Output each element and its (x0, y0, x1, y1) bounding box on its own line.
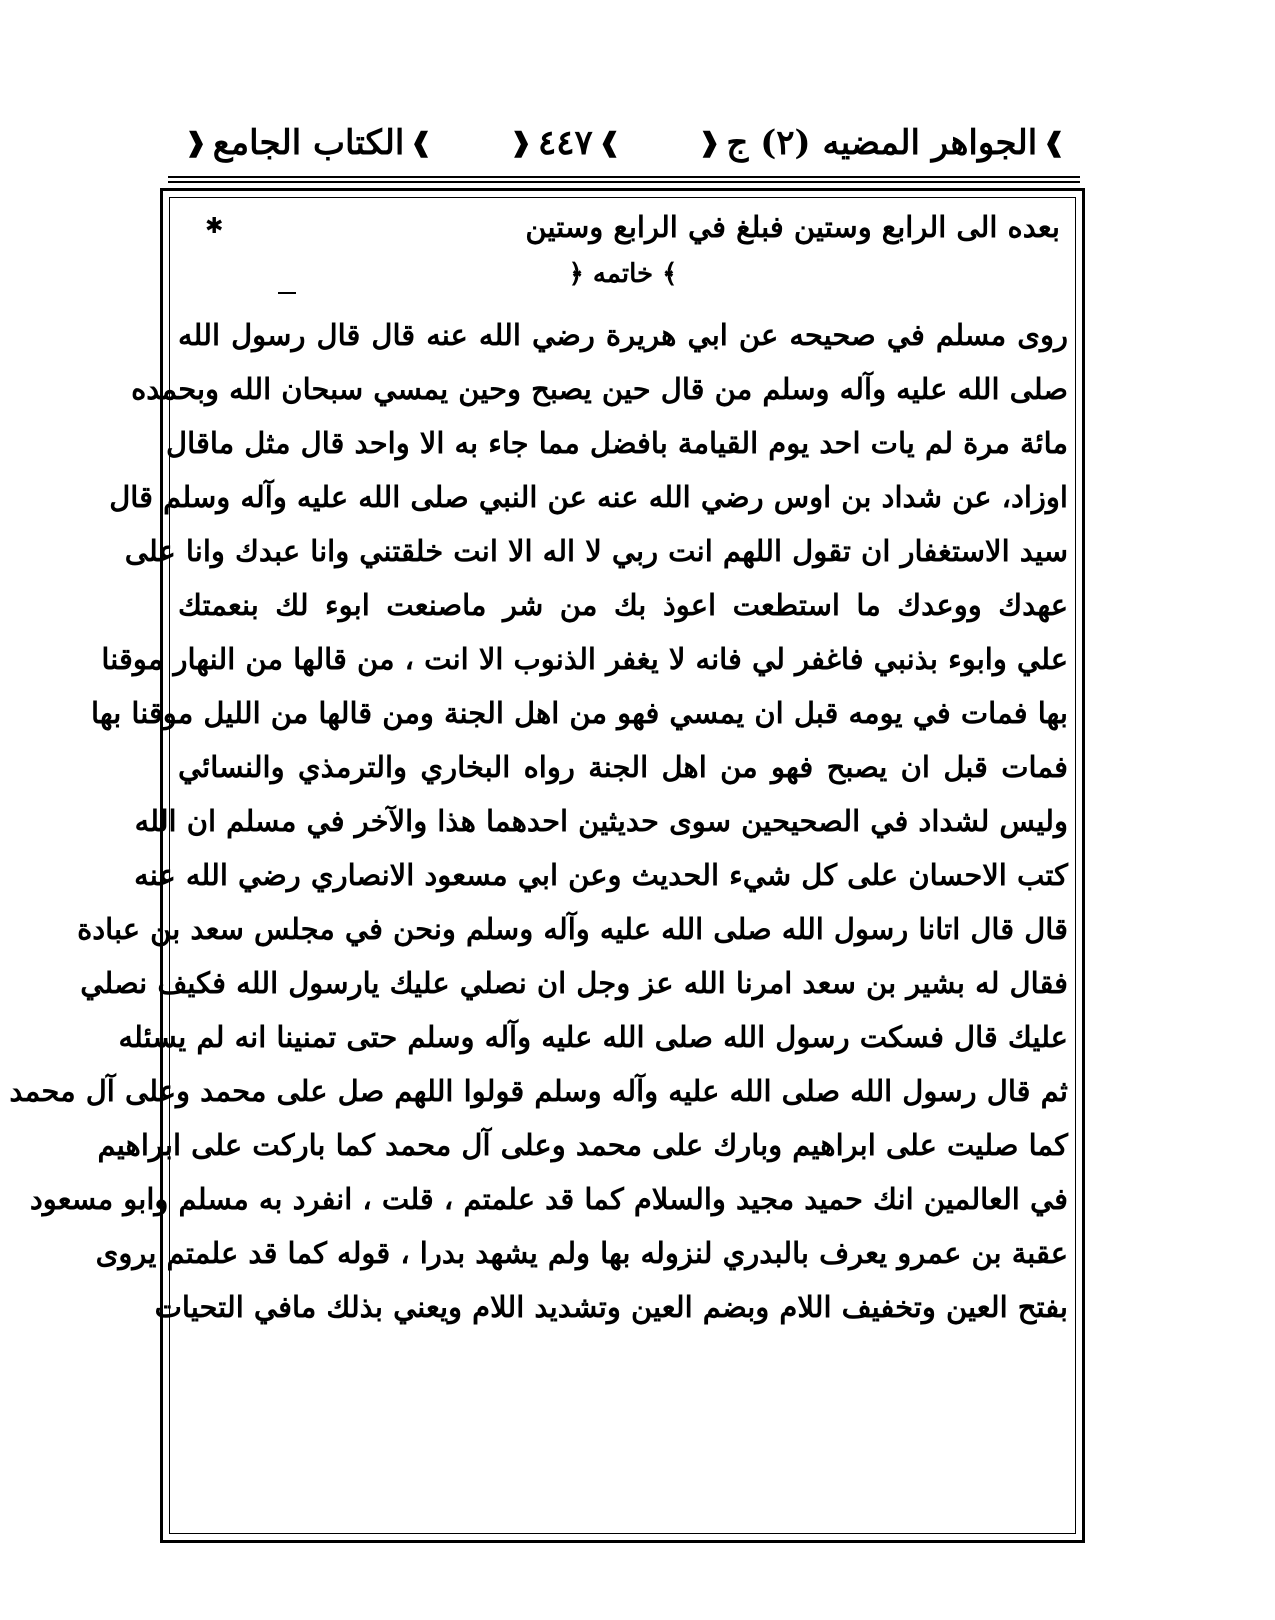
section-name: الكتاب الجامع (212, 123, 405, 163)
text-line: بفتح العين وتخفيف اللام وبضم العين وتشديد اللام ويعني بذلك مافي التحيات (154, 1290, 1068, 1324)
ornament-icon: ❱ (410, 128, 433, 158)
text-line: بها فمات في يومه قبل ان يمسي فهو من اهل الجنة ومن قالها من الليل موقنا بها (90, 696, 1068, 730)
ornament-icon: ❰ (510, 128, 532, 158)
text-line: عقبة بن عمرو يعرف بالبدري لنزوله بها ولم يشهد بدرا ، قوله كما قد علمتم يروى (95, 1236, 1068, 1270)
running-head (185, 118, 1065, 168)
text-lines (9, 308, 1068, 1334)
text-line: في العالمين انك حميد مجيد والسلام كما قد علمتم ، قلت ، انفرد به مسلم وابو مسعود (29, 1182, 1068, 1216)
ornament-icon: ❰ (698, 128, 721, 158)
ornament-icon: ❰ (185, 128, 207, 158)
text-line: مائة مرة لم يات احد يوم القيامة بافضل مما جاء به الا واحد قال مثل ماقال (166, 426, 1068, 460)
text-line: روى مسلم في صحيحه عن ابي هريرة رضي الله عنه قال قال رسول الله (178, 318, 1068, 352)
text-line: اوزاد، عن شداد بن اوس رضي الله عنه عن النبي صلى الله عليه وآله وسلم قال (109, 480, 1068, 514)
book-title: الجواهر المضيه (٢) ج (726, 123, 1038, 163)
text-line: كما صليت على ابراهيم وبارك على محمد وعلى آل محمد كما باركت على ابراهيم (97, 1128, 1068, 1162)
section-heading: ﴾ خاتمه ﴿ (568, 259, 678, 289)
running-head-book-title (699, 123, 1065, 163)
star-mark: ✱ (205, 214, 224, 239)
ornament-icon: ❱ (598, 128, 621, 158)
running-head-section (185, 123, 432, 163)
text-line: وليس لشداد في الصحيحين سوى حديثين احدهما هذا والآخر في مسلم ان الله (134, 804, 1068, 838)
main-text (9, 200, 1068, 1334)
running-head-page (510, 123, 620, 163)
text-line: علي وابوء بذنبي فاغفر لي فانه لا يغفر الذنوب الا انت ، من قالها من النهار موقنا (101, 642, 1068, 676)
text-line: عليك قال فسكت رسول الله صلى الله عليه وآله وسلم حتى تمنينا انه لم يسئله (118, 1020, 1068, 1054)
ornament-icon: ❱ (1043, 128, 1065, 158)
text-line: عهدك ووعدك ما استطعت اعوذ بك من شر ماصنعت ابوء لك بنعمتك (178, 588, 1068, 622)
text-line: صلى الله عليه وآله وسلم من قال حين يصبح وحين يمسي سبحان الله وبحمده (131, 372, 1068, 406)
header-rule (168, 176, 1080, 178)
text-line: بعده الى الرابع وستين فبلغ في الرابع وستين (525, 210, 1060, 244)
text-line: فقال له بشير بن سعد امرنا الله عز وجل ان نصلي عليك يارسول الله فكيف نصلي (80, 966, 1068, 1000)
text-line: كتب الاحسان على كل شيء الحديث وعن ابي مسعود الانصاري رضي الله عنه (134, 858, 1068, 892)
text-line: قال قال اتانا رسول الله صلى الله عليه وآله وسلم ونحن في مجلس سعد بن عبادة (77, 912, 1068, 946)
text-line: ثم قال رسول الله صلى الله عليه وآله وسلم قولوا اللهم صل على محمد وعلى آل محمد (9, 1074, 1068, 1108)
header-rule (168, 181, 1080, 183)
text-line: فمات قبل ان يصبح فهو من اهل الجنة رواه البخاري والترمذي والنسائي (178, 750, 1068, 784)
page-number: ٤٤٧ (537, 123, 593, 163)
text-line: سيد الاستغفار ان تقول اللهم انت ربي لا اله الا انت خلقتني وانا عبدك وانا على (124, 534, 1068, 568)
